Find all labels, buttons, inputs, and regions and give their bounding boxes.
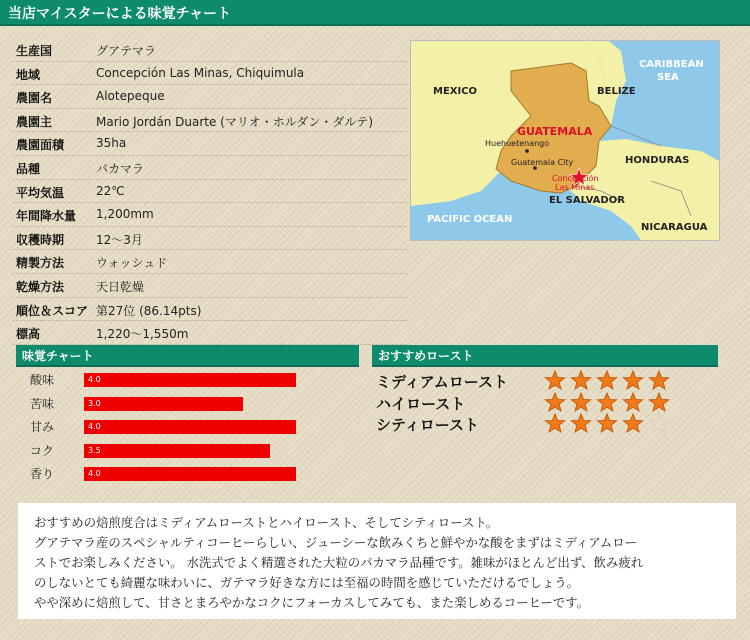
taste-bar (84, 420, 296, 434)
taste-row (30, 370, 330, 390)
info-value: Mario Jordán Duarte (マリオ・ホルダン・ダルテ) (96, 114, 374, 129)
roast-row (376, 392, 716, 414)
info-label: 標高 (16, 327, 41, 342)
star-filled-icon (622, 370, 648, 390)
star-filled-icon (648, 392, 674, 412)
info-value: ウォッシュド (96, 256, 168, 271)
roast-label: ハイロースト (376, 394, 466, 413)
label-concepcion: Concepción (552, 174, 599, 183)
info-value: 第27位 (86.14pts) (96, 303, 202, 318)
roast-row (376, 370, 716, 392)
taste-label: 甘み (30, 420, 55, 434)
info-row (12, 227, 407, 251)
info-row (12, 250, 407, 274)
page-title: 当店マイスターによる味覚チャート (8, 6, 232, 22)
label-pacific-ocean: PACIFIC OCEAN (427, 214, 513, 225)
star-filled-icon (544, 413, 570, 433)
info-row (12, 274, 407, 298)
info-row (12, 180, 407, 204)
info-row (12, 62, 407, 86)
info-value: グアテマラ (96, 44, 157, 58)
star-filled-icon (622, 413, 648, 433)
info-row (12, 203, 407, 227)
info-label: 順位＆スコア (16, 303, 89, 318)
star-filled-icon (570, 392, 596, 412)
star-filled-icon (570, 370, 596, 390)
roast-label: シティロースト (376, 416, 480, 434)
info-row (12, 156, 407, 180)
taste-bar (84, 467, 296, 481)
taste-row (30, 464, 330, 484)
label-mexico: MEXICO (433, 86, 478, 97)
info-value: パカマラ (96, 161, 145, 176)
star-filled-icon (570, 413, 596, 433)
info-value: 天日乾燥 (96, 279, 145, 294)
label-nicaragua: NICARAGUA (641, 222, 708, 233)
taste-bar (84, 373, 296, 387)
label-las-minas: Las Minas (555, 183, 595, 192)
label-guatemala-city: Guatemala City (511, 158, 574, 167)
description-box (18, 503, 736, 619)
info-value: 22℃ (96, 183, 125, 198)
info-row (12, 298, 407, 322)
star-filled-icon (596, 392, 622, 412)
info-label: 地域 (16, 67, 41, 82)
roast-title: おすすめロースト (378, 349, 474, 363)
star-filled-icon (648, 370, 674, 390)
info-label: 乾燥方法 (16, 279, 65, 294)
description-line: おすすめの焙煎度合はミディアムローストとハイロースト、そしてシティロースト。 (34, 515, 499, 530)
star-filled-icon (596, 370, 622, 390)
taste-row (30, 417, 330, 437)
info-label: 農園面積 (16, 138, 65, 153)
taste-label: コク (30, 443, 55, 458)
taste-value: 4.0 (88, 422, 101, 431)
taste-chart-title: 味覚チャート (22, 349, 94, 363)
description-line: ストでお楽しみください。 水洗式でよく精選された大粒のパカマラ品種です。雑味がほとんど出ず、飲み疲れ (34, 555, 644, 570)
star-rating (544, 370, 674, 394)
taste-row (30, 441, 330, 461)
taste-label: 苦味 (30, 396, 55, 411)
coffee-info-table (12, 38, 407, 345)
info-value: Concepción Las Minas, Chiquimula (96, 65, 305, 80)
map-graphic (411, 41, 719, 240)
taste-label: 香り (30, 467, 55, 481)
taste-value: 3.0 (88, 398, 101, 408)
taste-value: 4.0 (88, 375, 101, 384)
star-rating (544, 392, 674, 416)
taste-chart-header (16, 345, 359, 367)
info-value: 1,220～1,550m (96, 327, 189, 342)
taste-row (30, 394, 330, 414)
info-row (12, 321, 407, 345)
info-label: 平均気温 (16, 185, 65, 200)
taste-value: 4.0 (88, 469, 101, 478)
taste-value: 3.5 (88, 445, 101, 455)
info-label: 農園主 (16, 114, 53, 129)
label-belize: BELIZE (597, 86, 636, 97)
page-header (0, 0, 750, 26)
star-filled-icon (544, 370, 570, 390)
taste-bar (84, 444, 270, 458)
info-label: 精製方法 (16, 256, 65, 271)
taste-bar (84, 397, 243, 411)
description-line: グアテマラ産のスペシャルティコーヒーらしい、ジューシーな飲みくちと鮮やかな酸をまずはミディアムロー (34, 535, 638, 550)
description-line: のしないとても綺麗な味わいに、ガテマラ好きな方には至福の時間を感じていただけるでしょう。 (34, 575, 580, 590)
star-filled-icon (622, 392, 648, 412)
roast-row (376, 413, 716, 435)
info-row (12, 38, 407, 62)
info-value: 35ha (96, 136, 127, 151)
info-value: 1,200mm (96, 207, 154, 222)
info-label: 年間降水量 (16, 209, 77, 224)
label-caribbean: CARIBBEAN (639, 59, 704, 70)
star-filled-icon (544, 392, 570, 412)
star-empty-icon (648, 413, 674, 433)
info-row (12, 132, 407, 156)
label-caribbean-sea: SEA (657, 72, 679, 83)
label-honduras: HONDURAS (625, 155, 690, 166)
info-row (12, 85, 407, 109)
star-rating (544, 413, 674, 437)
guatemala-map (410, 40, 720, 241)
roast-label: ミディアムロースト (376, 373, 509, 391)
info-label: 農園名 (16, 91, 53, 106)
info-value: Alotepeque (96, 89, 165, 104)
info-row (12, 109, 407, 133)
star-filled-icon (596, 413, 622, 433)
info-label: 品種 (16, 161, 41, 176)
info-value: 12～3月 (96, 232, 143, 247)
description-line: やや深めに焙煎して、甘さとまろやかなコクにフォーカスしてみても、また楽しめるコーヒーです。 (34, 595, 589, 610)
label-huehuetenango: Huehuetenango (485, 139, 550, 148)
taste-label: 酸味 (30, 373, 55, 387)
label-el-salvador: EL SALVADOR (549, 195, 625, 206)
info-label: 収穫時期 (16, 232, 65, 247)
roast-header (372, 345, 718, 367)
label-guatemala: GUATEMALA (517, 125, 593, 138)
info-label: 生産国 (16, 44, 53, 58)
